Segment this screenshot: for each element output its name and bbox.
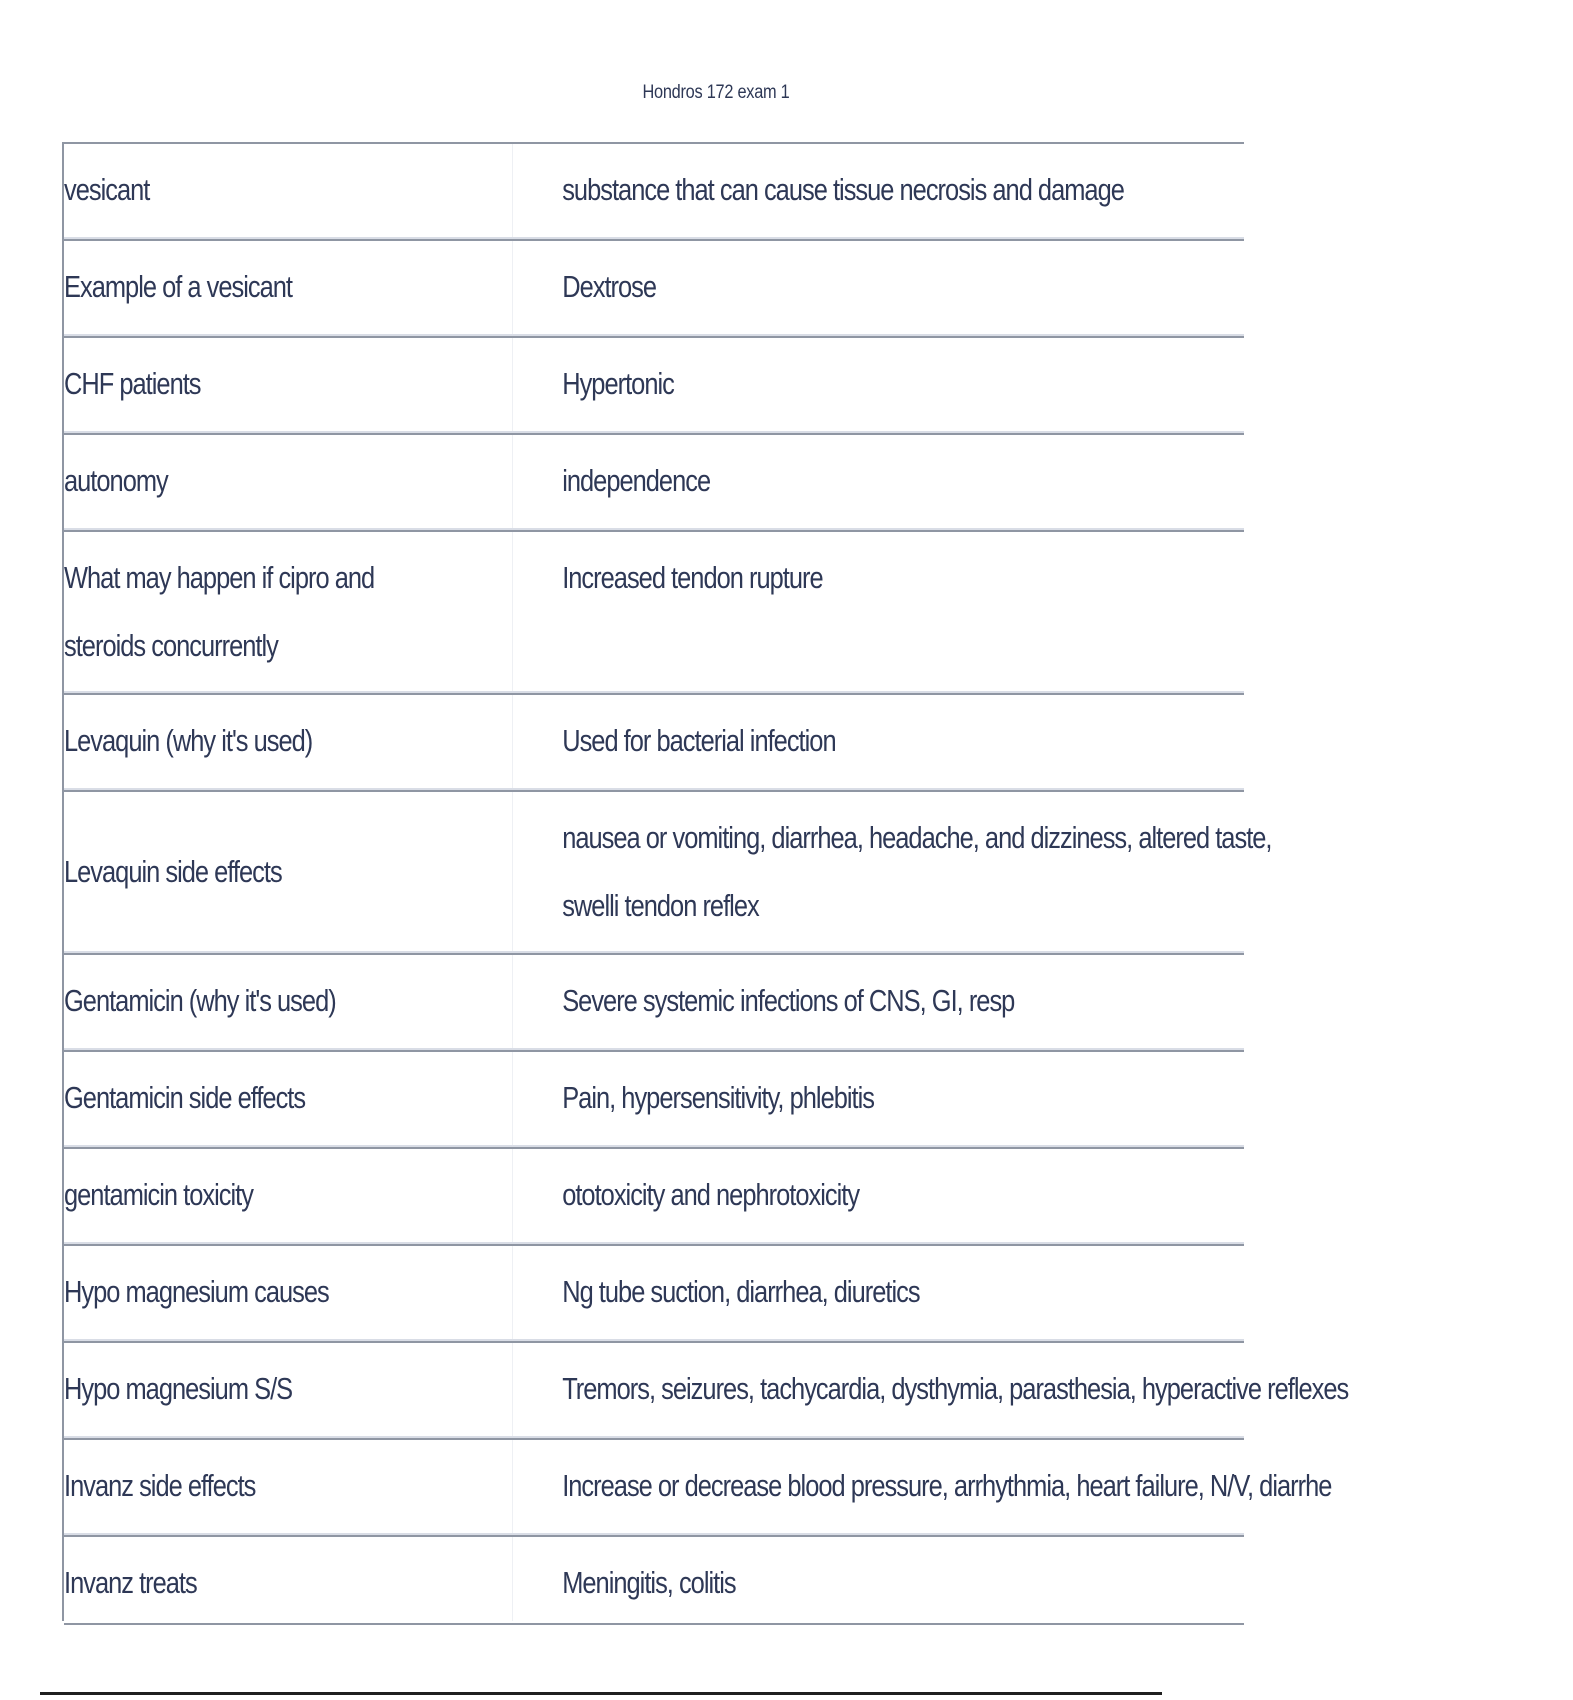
- definition-cell: nausea or vomiting, diarrhea, headache, and dizziness, altered taste, swelli tendon reflex: [512, 792, 1453, 951]
- table-row: [64, 338, 1244, 435]
- definition-cell: ototoxicity and nephrotoxicity: [512, 1149, 1573, 1242]
- term-cell: Invanz treats: [64, 1565, 197, 1600]
- definition-cell: independence: [512, 435, 1573, 528]
- table-row: [64, 695, 1244, 792]
- table-row: [64, 1440, 1332, 1537]
- term-cell: Gentamicin (why it's used): [64, 983, 336, 1018]
- definition-cell: Tremors, seizures, tachycardia, dysthymia, parasthesia, hyperactive reflexes: [512, 1343, 1573, 1436]
- definition-cell: Increase or decrease blood pressure, arrhythmia, heart failure, N/V, diarrhe: [512, 1440, 1573, 1533]
- term-cell: Levaquin (why it's used): [64, 723, 313, 758]
- definition-cell: Severe systemic infections of CNS, GI, resp: [512, 955, 1573, 1048]
- term-cell: Example of a vesicant: [64, 269, 293, 304]
- table-row: [64, 241, 1244, 338]
- definition-cell: substance that can cause tissue necrosis and damage: [512, 144, 1573, 237]
- term-cell: gentamicin toxicity: [64, 1177, 253, 1212]
- term-cell: autonomy: [64, 463, 168, 498]
- table-row: [64, 1537, 1244, 1621]
- term-cell: What may happen if cipro and steroids concurrently: [64, 560, 375, 663]
- definition-cell: Used for bacterial infection: [512, 695, 1573, 788]
- table-row: [64, 1052, 1244, 1149]
- definition-cell: Meningitis, colitis: [512, 1537, 1573, 1621]
- table-row: [64, 955, 1244, 1052]
- table-row: [64, 1149, 1244, 1246]
- table-row: [64, 792, 1272, 955]
- definition-cell: Dextrose: [512, 241, 1573, 334]
- term-cell: Invanz side effects: [64, 1468, 256, 1503]
- flashcard-table: [62, 142, 1349, 1621]
- definition-cell: Increased tendon rupture: [512, 532, 1573, 691]
- footer-divider: [40, 1692, 1162, 1695]
- definition-cell: Pain, hypersensitivity, phlebitis: [512, 1052, 1573, 1145]
- table-row: [64, 144, 1244, 241]
- definition-cell: Ng tube suction, diarrhea, diuretics: [512, 1246, 1573, 1339]
- term-cell: vesicant: [64, 172, 150, 207]
- term-cell: Hypo magnesium causes: [64, 1274, 329, 1309]
- term-cell: CHF patients: [64, 366, 201, 401]
- table-row: [64, 435, 1244, 532]
- table-row: [64, 1246, 1244, 1343]
- table-row: [64, 1343, 1349, 1440]
- definition-cell: Hypertonic: [512, 338, 1573, 431]
- term-cell: Gentamicin side effects: [64, 1080, 306, 1115]
- page-title: Hondros 172 exam 1: [642, 82, 790, 103]
- table-row: [64, 532, 1244, 695]
- term-cell: Hypo magnesium S/S: [64, 1371, 293, 1406]
- term-cell: Levaquin side effects: [64, 854, 282, 889]
